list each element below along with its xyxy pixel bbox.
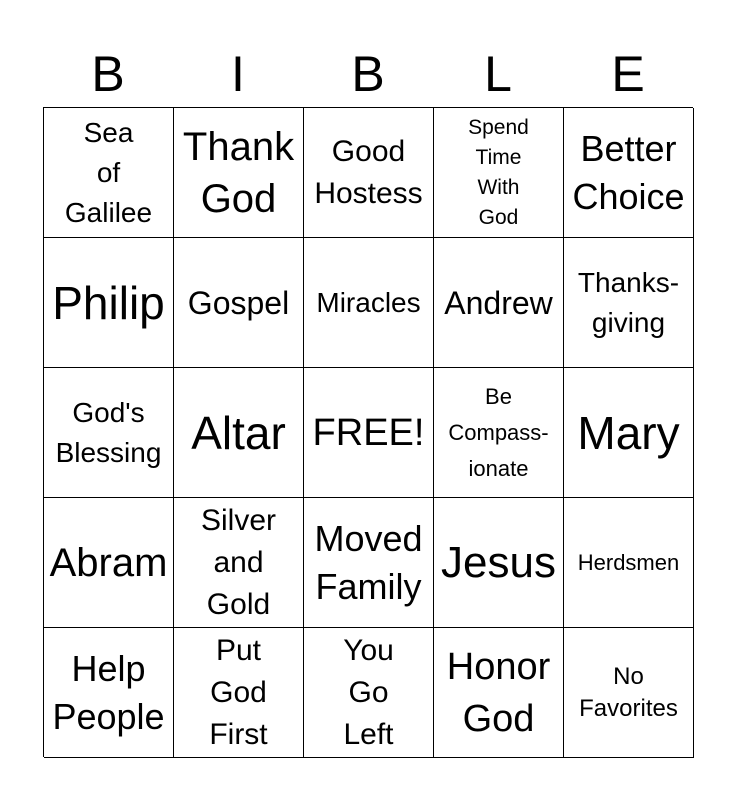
- bingo-cell[interactable]: [304, 238, 434, 368]
- bingo-cell[interactable]: [564, 108, 694, 238]
- cell-text: Help People: [52, 647, 165, 737]
- cell-text: Jesus: [441, 537, 556, 587]
- bingo-cell[interactable]: [44, 628, 174, 758]
- cell-text: Sea of Galilee: [64, 116, 153, 228]
- cell-text: Thanks- giving: [577, 266, 680, 338]
- cell-text: Good Hostess: [314, 134, 423, 210]
- bingo-cell[interactable]: [564, 238, 694, 368]
- bingo-cell[interactable]: [174, 498, 304, 628]
- header-letter-b2: B: [351, 46, 385, 102]
- free-space[interactable]: [304, 368, 434, 498]
- cell-text: Andrew: [444, 284, 553, 321]
- cell-text: Miracles: [316, 286, 421, 318]
- cell-text: God's Blessing: [55, 396, 162, 468]
- cell-text: Silver and Gold: [200, 503, 276, 621]
- cell-text: Gospel: [187, 284, 290, 321]
- cell-text: FREE!: [312, 411, 425, 454]
- header-letter-i: I: [231, 46, 245, 102]
- bingo-cell[interactable]: [44, 368, 174, 498]
- bingo-cell[interactable]: [304, 628, 434, 758]
- cell-text: Be Compass- ionate: [448, 383, 549, 481]
- cell-text: Abram: [49, 540, 168, 585]
- bingo-cell[interactable]: [174, 108, 304, 238]
- bingo-cell[interactable]: [174, 238, 304, 368]
- bingo-cell[interactable]: [564, 368, 694, 498]
- bingo-cell[interactable]: [174, 628, 304, 758]
- bingo-cell[interactable]: [304, 498, 434, 628]
- cell-text: Herdsmen: [577, 549, 680, 575]
- bingo-cell[interactable]: [434, 628, 564, 758]
- cell-text: Put God First: [209, 633, 268, 751]
- header-letter-b: B: [91, 46, 125, 102]
- bingo-cell[interactable]: [564, 628, 694, 758]
- cell-text: No Favorites: [579, 662, 678, 722]
- bingo-cell[interactable]: [44, 238, 174, 368]
- bingo-cell[interactable]: [44, 108, 174, 238]
- cell-text: Honor God: [446, 645, 551, 740]
- bingo-cell[interactable]: [44, 498, 174, 628]
- bingo-cell[interactable]: [304, 108, 434, 238]
- bingo-header: [43, 40, 693, 108]
- header-letter-e: E: [611, 46, 645, 102]
- header-letter-l: L: [484, 46, 512, 102]
- cell-text: Moved Family: [314, 517, 423, 607]
- bingo-cell[interactable]: [434, 368, 564, 498]
- bingo-cell[interactable]: [434, 498, 564, 628]
- bingo-cell[interactable]: [434, 238, 564, 368]
- cell-text: Thank God: [182, 124, 295, 221]
- bingo-cell[interactable]: [434, 108, 564, 238]
- bingo-cell[interactable]: [564, 498, 694, 628]
- bingo-cell[interactable]: [174, 368, 304, 498]
- cell-text: You Go Left: [343, 633, 394, 751]
- cell-text: Spend Time With God: [468, 115, 529, 229]
- cell-text: Mary: [577, 406, 680, 459]
- cell-text: Altar: [191, 406, 286, 459]
- cell-text: Better Choice: [572, 127, 685, 217]
- bingo-board: [43, 107, 693, 757]
- cell-text: Philip: [52, 276, 165, 329]
